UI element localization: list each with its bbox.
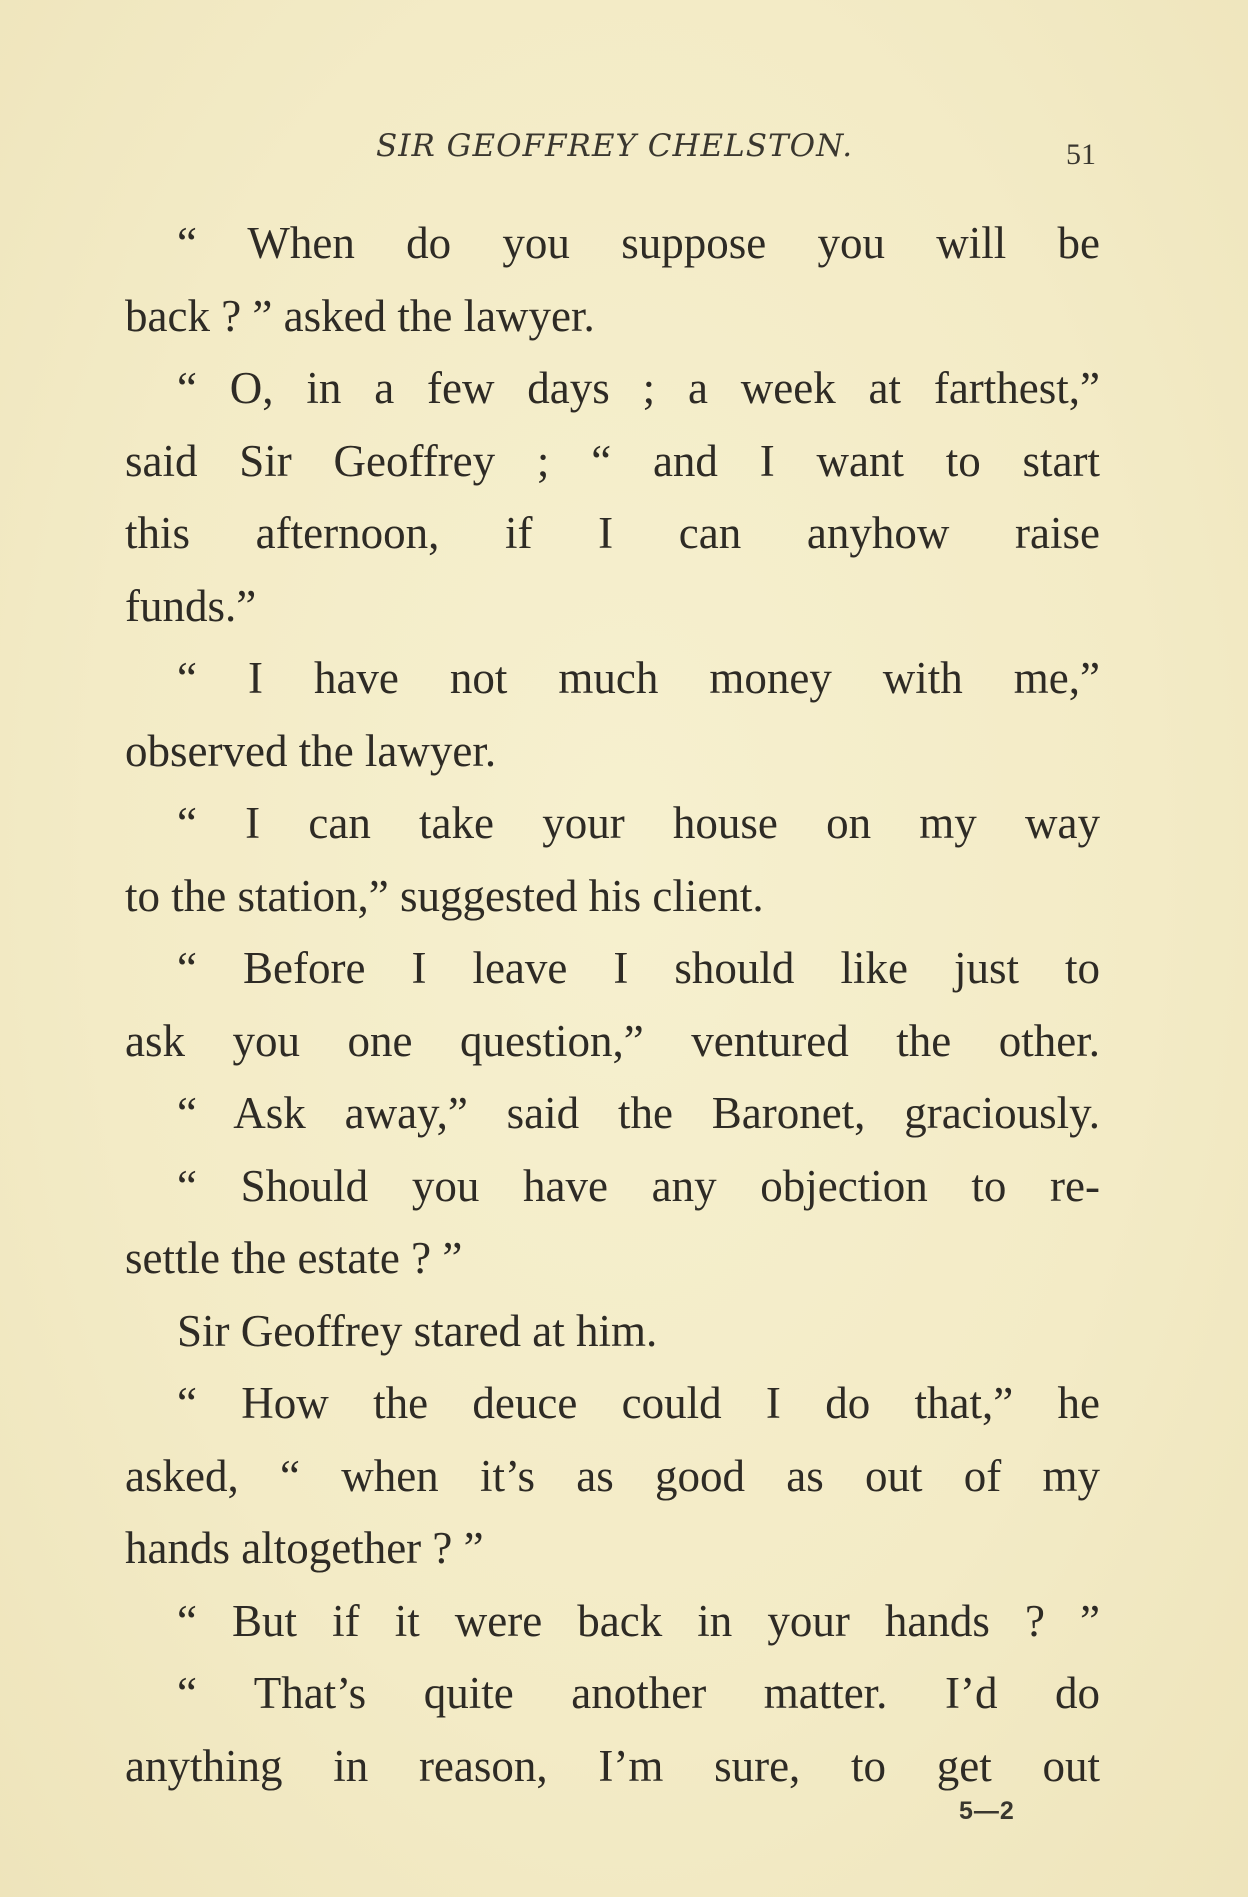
- text-line: hands altogether ? ”: [125, 1523, 484, 1573]
- text-line: “ Ask away,” said the Baronet, graciously.: [177, 1088, 1100, 1138]
- text-line: “ But if it were back in your hands ? ”: [177, 1595, 1100, 1646]
- text-line: settle the estate ? ”: [125, 1233, 463, 1283]
- text-line: “ O, in a few days ; a week at farthest,”: [177, 363, 1100, 413]
- page-header: [0, 128, 1248, 171]
- page-number: 51: [1066, 138, 1096, 171]
- text-line: “ How the deuce could I do that,” he: [177, 1378, 1100, 1428]
- text-line: “ When do you suppose you will be: [177, 218, 1100, 268]
- text-line: “ That’s quite another matter. I’d do: [177, 1668, 1100, 1718]
- text-line: this afternoon, if I can anyhow raise: [125, 508, 1100, 558]
- text-line: ask you one question,” ventured the other.: [125, 1015, 1100, 1066]
- body-text: [125, 207, 1100, 1802]
- text-line: “ Before I leave I should like just to: [177, 943, 1100, 993]
- text-line: to the station,” suggested his client.: [125, 870, 764, 921]
- text-line: anything in reason, I’m sure, to get out: [125, 1740, 1100, 1791]
- text-line: back ? ” asked the lawyer.: [125, 290, 595, 341]
- running-title: SIR GEOFFREY CHELSTON.: [376, 128, 854, 164]
- text-line: “ I have not much money with me,”: [177, 653, 1100, 703]
- text-line: said Sir Geoffrey ; “ and I want to start: [125, 435, 1100, 486]
- text-line: funds.”: [125, 580, 257, 631]
- printer-signature-mark: 5—2: [959, 1797, 1015, 1825]
- text-line: observed the lawyer.: [125, 725, 497, 776]
- text-line: Sir Geoffrey stared at him.: [177, 1305, 658, 1356]
- text-line: “ Should you have any objection to re-: [177, 1160, 1100, 1211]
- text-line: asked, “ when it’s as good as out of my: [125, 1450, 1100, 1501]
- text-line: “ I can take your house on my way: [177, 798, 1100, 848]
